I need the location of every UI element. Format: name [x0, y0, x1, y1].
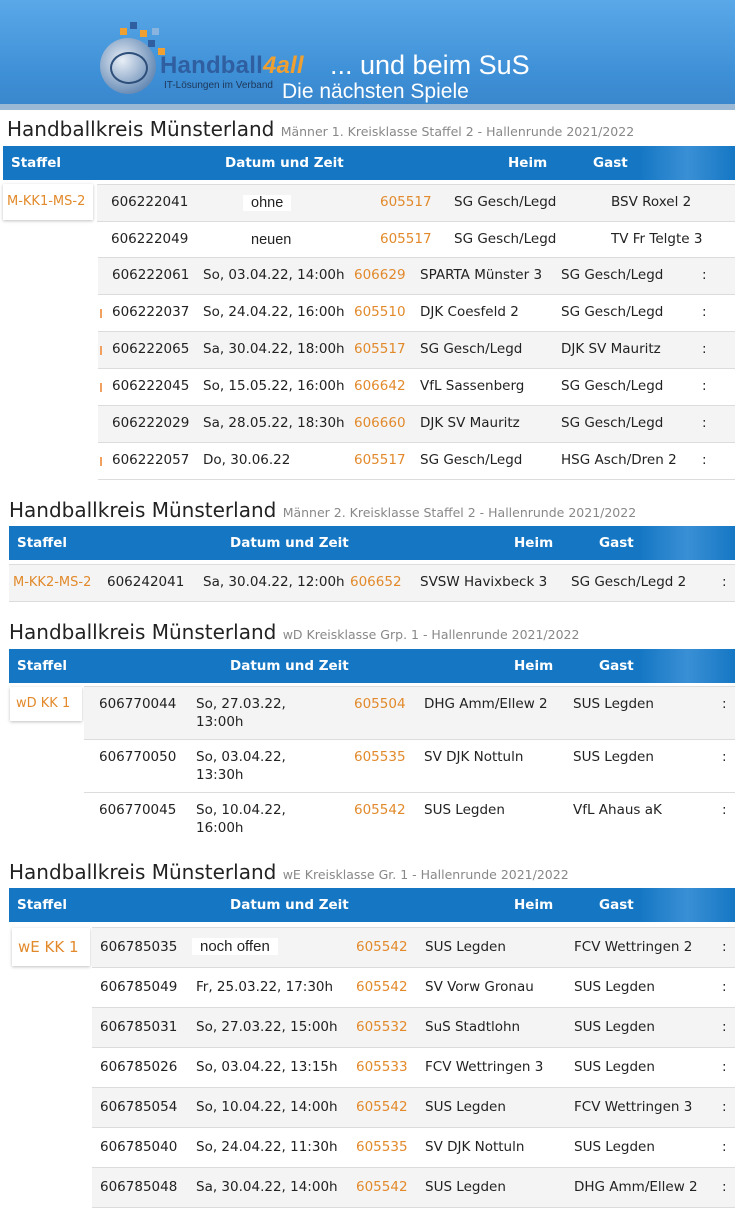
hall-link[interactable]: 606642: [354, 378, 406, 394]
game-date: So, 03.04.22, 14:00h: [203, 267, 345, 283]
game-number: 606242041: [107, 574, 185, 590]
hall-link[interactable]: 605535: [356, 1139, 408, 1155]
guest-team: DJK SV Mauritz: [561, 341, 661, 357]
table-row[interactable]: [92, 1047, 735, 1087]
guest-team: SG Gesch/Legd: [561, 378, 664, 394]
home-team: SG Gesch/Legd: [420, 452, 523, 468]
guest-team: BSV Roxel 2: [611, 194, 692, 210]
game-number: 606785048: [100, 1179, 178, 1195]
guest-team: DHG Amm/Ellew 2: [574, 1179, 698, 1195]
game-date: So, 03.04.22,: [196, 749, 286, 765]
result: :: [722, 979, 727, 995]
hall-link[interactable]: 605535: [354, 749, 406, 765]
game-date: So, 24.04.22, 11:30h: [196, 1139, 338, 1155]
result: :: [722, 1059, 727, 1075]
home-team: SUS Legden: [425, 1099, 506, 1115]
guest-team: SG Gesch/Legd: [561, 267, 664, 283]
result: :: [722, 696, 727, 712]
col-gast: Gast: [599, 658, 634, 674]
page-subtitle: Die nächsten Spiele: [282, 80, 469, 103]
game-number: 606770044: [99, 696, 177, 712]
col-heim: Heim: [514, 658, 554, 674]
home-team: SV Vorw Gronau: [425, 979, 534, 995]
result: :: [722, 1099, 727, 1115]
section-title: Handballkreis Münsterland Männer 1. Kreisklasse Staffel 2 - Hallenrunde 2021/2022: [7, 117, 635, 141]
table-row[interactable]: [98, 331, 735, 368]
game-time: 13:00h: [196, 714, 244, 730]
guest-team: FCV Wettringen 3: [574, 1099, 693, 1115]
col-datum: Datum und Zeit: [225, 155, 344, 171]
table-header: [9, 526, 735, 560]
table-row[interactable]: [84, 792, 735, 845]
game-number: 606770045: [99, 802, 177, 818]
game-number: 606222029: [112, 415, 190, 431]
result: :: [722, 939, 727, 955]
home-team: SG Gesch/Legd: [420, 341, 523, 357]
hall-link[interactable]: 605542: [356, 939, 408, 955]
home-team: SPARTA Münster 3: [420, 267, 543, 283]
row-marker: [100, 346, 102, 355]
table-row[interactable]: [98, 294, 735, 331]
brand-name: Handball4all: [160, 52, 304, 79]
home-team: SG Gesch/Legd: [454, 231, 557, 247]
home-team: SV DJK Nottuln: [425, 1139, 525, 1155]
table-row[interactable]: [98, 368, 735, 405]
result: :: [722, 574, 727, 590]
home-team: DJK SV Mauritz: [420, 415, 520, 431]
result: :: [702, 304, 707, 320]
home-team: VfL Sassenberg: [420, 378, 525, 394]
hall-link[interactable]: 605510: [354, 304, 406, 320]
table-row[interactable]: [92, 967, 735, 1007]
game-number: 606785040: [100, 1139, 178, 1155]
hall-link[interactable]: 605532: [356, 1019, 408, 1035]
game-date: So, 10.04.22, 14:00h: [196, 1099, 338, 1115]
header-banner: [0, 0, 735, 108]
hall-link[interactable]: 605517: [380, 231, 432, 247]
table-row[interactable]: [92, 1127, 735, 1167]
game-date: So, 24.04.22, 16:00h: [203, 304, 345, 320]
hall-link[interactable]: 606660: [354, 415, 406, 431]
game-number: 606222049: [111, 231, 189, 247]
hall-link[interactable]: 605517: [354, 452, 406, 468]
col-gast: Gast: [599, 535, 634, 551]
table-row[interactable]: [92, 1007, 735, 1047]
game-time: 13:30h: [196, 767, 244, 783]
game-number: 606222065: [112, 341, 190, 357]
col-staffel: Staffel: [11, 155, 62, 171]
col-heim: Heim: [514, 535, 554, 551]
game-number: 606222061: [112, 267, 190, 283]
game-number: 606785049: [100, 979, 178, 995]
home-team: SG Gesch/Legd: [454, 194, 557, 210]
table-row[interactable]: [84, 739, 735, 792]
home-team: FCV Wettringen 3: [425, 1059, 544, 1075]
hall-link[interactable]: 606652: [350, 574, 402, 590]
col-datum: Datum und Zeit: [230, 897, 349, 913]
home-team: SuS Stadtlohn: [425, 1019, 521, 1035]
table-header: [9, 649, 735, 683]
game-number: 606785026: [100, 1059, 178, 1075]
guest-team: SUS Legden: [573, 696, 654, 712]
game-time: 16:00h: [196, 820, 244, 836]
table-header: [3, 146, 735, 180]
header-decoration: [640, 146, 735, 180]
hall-link[interactable]: 605517: [354, 341, 406, 357]
hall-link[interactable]: 605533: [356, 1059, 408, 1075]
staffel-label[interactable]: wD KK 1: [10, 687, 82, 721]
hall-link[interactable]: 605542: [356, 979, 408, 995]
header-decoration: [640, 888, 735, 922]
table-row[interactable]: [97, 184, 735, 221]
guest-team: VfL Ahaus aK: [573, 802, 662, 818]
game-date: Do, 30.06.22: [203, 452, 291, 468]
game-number: 606785031: [100, 1019, 178, 1035]
result: :: [702, 341, 707, 357]
row-marker: [100, 457, 102, 466]
hall-link[interactable]: 605517: [380, 194, 432, 210]
guest-team: HSG Asch/Dren 2: [561, 452, 677, 468]
home-team: SV DJK Nottuln: [424, 749, 524, 765]
guest-team: SUS Legden: [574, 979, 655, 995]
table-row[interactable]: [9, 564, 735, 602]
header-decoration: [640, 526, 735, 560]
guest-team: FCV Wettringen 2: [574, 939, 693, 955]
table-row[interactable]: [98, 257, 735, 294]
home-team: SVSW Havixbeck 3: [420, 574, 548, 590]
home-team: DJK Coesfeld 2: [420, 304, 519, 320]
game-date: So, 10.04.22,: [196, 802, 286, 818]
guest-team: SG Gesch/Legd: [561, 415, 664, 431]
game-number: 606785035: [100, 939, 178, 955]
section-title: Handballkreis Münsterland Männer 2. Kreisklasse Staffel 2 - Hallenrunde 2021/2022: [9, 498, 637, 522]
game-date: noch offen: [192, 938, 278, 955]
table-row[interactable]: [97, 221, 735, 258]
guest-team: SUS Legden: [573, 749, 654, 765]
table-row[interactable]: [92, 927, 735, 967]
game-date: So, 03.04.22, 13:15h: [196, 1059, 338, 1075]
game-number: 606785054: [100, 1099, 178, 1115]
guest-team: SUS Legden: [574, 1019, 655, 1035]
logo-pixel: [152, 28, 159, 35]
row-marker: [100, 383, 102, 392]
hall-link[interactable]: 605542: [356, 1179, 408, 1195]
home-team: SUS Legden: [424, 802, 505, 818]
game-date: Sa, 30.04.22, 12:00h: [203, 574, 345, 590]
result: :: [722, 1179, 727, 1195]
logo-pixel: [148, 40, 155, 47]
banner-shadow: [0, 104, 735, 110]
table-row[interactable]: [92, 1167, 735, 1208]
col-staffel: Staffel: [17, 897, 68, 913]
hall-link[interactable]: 605542: [356, 1099, 408, 1115]
result: :: [722, 749, 727, 765]
game-number: 606222045: [112, 378, 190, 394]
game-date: So, 15.05.22, 16:00h: [203, 378, 345, 394]
col-heim: Heim: [514, 897, 554, 913]
col-staffel: Staffel: [17, 535, 68, 551]
staffel-label[interactable]: M-KK1-MS-2: [3, 184, 93, 220]
game-date: neuen: [243, 232, 299, 248]
guest-team: SG Gesch/Legd: [561, 304, 664, 320]
game-number: 606222041: [111, 194, 189, 210]
game-date: Fr, 25.03.22, 17:30h: [196, 979, 334, 995]
hall-link[interactable]: 605504: [354, 696, 406, 712]
game-number: 606222037: [112, 304, 190, 320]
logo-pixel: [120, 28, 127, 35]
game-date: Sa, 30.04.22, 14:00h: [196, 1179, 338, 1195]
guest-team: SUS Legden: [574, 1139, 655, 1155]
table-row[interactable]: [98, 405, 735, 442]
game-date: ohne: [243, 195, 291, 211]
game-date: Sa, 30.04.22, 18:00h: [203, 341, 345, 357]
game-date: So, 27.03.22,: [196, 696, 286, 712]
home-team: SUS Legden: [425, 1179, 506, 1195]
guest-team: SG Gesch/Legd 2: [571, 574, 687, 590]
logo-pixel: [140, 30, 147, 37]
section-title: Handballkreis Münsterland wD Kreisklasse Grp. 1 - Hallenrunde 2021/2022: [9, 620, 580, 644]
row-marker: [100, 309, 102, 318]
table-header: [9, 888, 735, 922]
header-decoration: [640, 649, 735, 683]
hall-link[interactable]: 605542: [354, 802, 406, 818]
result: :: [722, 1139, 727, 1155]
game-number: 606222057: [112, 452, 190, 468]
game-date: Sa, 28.05.22, 18:30h: [203, 415, 345, 431]
logo-pixel: [130, 22, 137, 29]
result: :: [702, 415, 707, 431]
table-row[interactable]: [92, 1087, 735, 1127]
game-number: 606770050: [99, 749, 177, 765]
guest-team: SUS Legden: [574, 1059, 655, 1075]
col-staffel: Staffel: [17, 658, 68, 674]
result: :: [702, 452, 707, 468]
hall-link[interactable]: 606629: [354, 267, 406, 283]
result: :: [722, 802, 727, 818]
col-gast: Gast: [599, 897, 634, 913]
result: :: [702, 378, 707, 394]
col-datum: Datum und Zeit: [230, 535, 349, 551]
section-title: Handballkreis Münsterland wE Kreisklasse Gr. 1 - Hallenrunde 2021/2022: [9, 860, 569, 884]
home-team: SUS Legden: [425, 939, 506, 955]
table-row[interactable]: [84, 686, 735, 739]
home-team: DHG Amm/Ellew 2: [424, 696, 548, 712]
staffel-label[interactable]: M-KK2-MS-2: [13, 575, 92, 590]
slogan: ... und beim SuS: [330, 50, 530, 80]
brand-tagline: IT-Lösungen im Verband: [164, 80, 273, 91]
table-row[interactable]: [98, 442, 735, 480]
staffel-label[interactable]: wE KK 1: [12, 928, 90, 966]
game-date: So, 27.03.22, 15:00h: [196, 1019, 338, 1035]
col-gast: Gast: [593, 155, 628, 171]
col-heim: Heim: [508, 155, 548, 171]
result: :: [702, 267, 707, 283]
guest-team: TV Fr Telgte 3: [611, 231, 703, 247]
col-datum: Datum und Zeit: [230, 658, 349, 674]
result: :: [722, 1019, 727, 1035]
